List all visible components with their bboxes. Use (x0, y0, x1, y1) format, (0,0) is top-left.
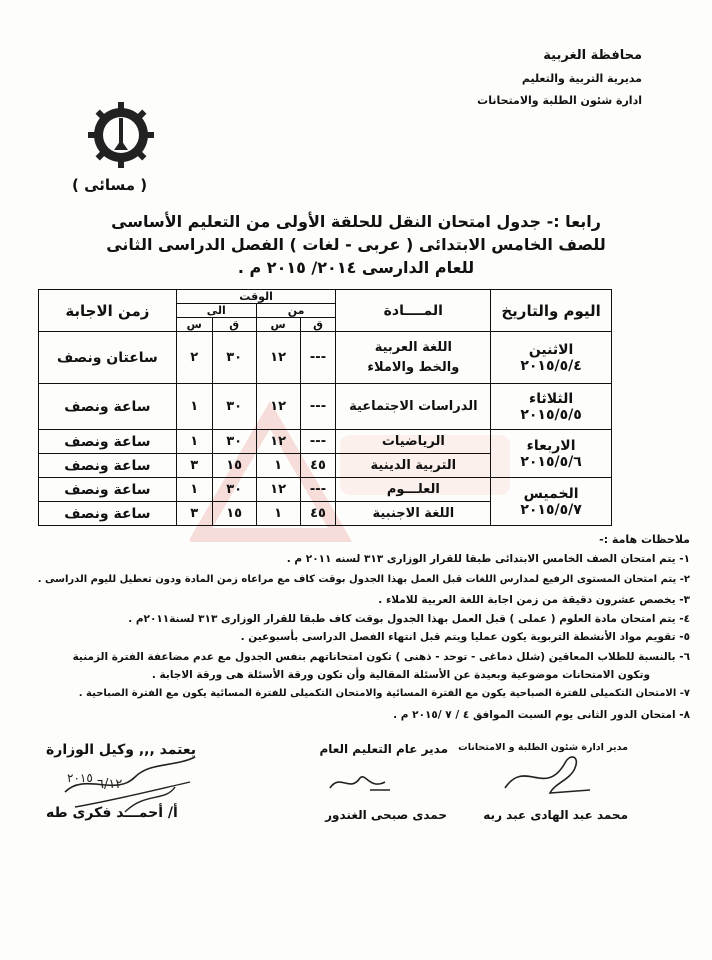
title-line-2: للصف الخامس الابتدائى ( عربى - لغات ) الفصل الدراسى الثانى (106, 235, 606, 254)
notes-heading: ملاحظات هامة :- (599, 533, 690, 546)
to-hours-cell: ٣ (176, 454, 212, 478)
header-from: من (256, 304, 336, 318)
day-label: الاربعاء (526, 437, 576, 454)
note-item: ١- يتم امتحان الصف الخامس الابتدائى طبقا للقرار الوزارى ٣١٣ لسنه ٢٠١١ م . (286, 553, 690, 565)
duration-cell: ساعة ونصف (39, 502, 177, 526)
day-date-cell (491, 478, 612, 526)
day-label: الثلاثاء (529, 390, 574, 407)
title-line-1: رابعا :- جدول امتحان النقل للحلقة الأولى من التعليم الأساسى (111, 212, 601, 231)
day-label: الخميس (523, 485, 579, 502)
note-item: وتكون الامتحانات موضوعية وبعيدة عن الأسئلة المقالية وأن تكون ورقة الأسئلة هى ورقة الاجابة . (151, 669, 650, 681)
note-item: ٦- بالنسبة للطلاب المعاقين (شلل دماغى - توحد - ذهنى ) تكون امتحاناتهم بنفس الجدول مع عدم مضاعفة الفترة الزمنية (72, 651, 690, 663)
to-minutes-cell: ٣٠ (212, 478, 256, 502)
handwritten-signature-middle (325, 768, 395, 796)
subject-cell: الرياضيات (336, 430, 491, 454)
notes-section (20, 533, 690, 723)
table-row (39, 384, 612, 430)
day-date-cell (491, 332, 612, 384)
subject-cell: الدراسات الاجتماعية (336, 384, 491, 430)
signature-middle-title: مدير عام التعليم العام (319, 742, 448, 756)
table-row (39, 430, 612, 454)
to-minutes-cell: ١٥ (212, 454, 256, 478)
from-minutes-cell: ٤٥ (300, 502, 336, 526)
header-to: الى (176, 304, 256, 318)
duration-cell: ساعة ونصف (39, 454, 177, 478)
directorate-label: مديرية التربية والتعليم (521, 72, 642, 85)
date-label: ٢٠١٥/٥/٧ (520, 501, 582, 518)
duration-cell: ساعة ونصف (39, 384, 177, 430)
note-item: ٣- يخصص عشرون دقيقة من زمن اجابة اللغة العربية للاملاء . (378, 594, 690, 606)
date-label: ٢٠١٥/٥/٥ (520, 406, 582, 423)
title-line-3: للعام الدارسى ٢٠١٤/ ٢٠١٥ م . (237, 258, 475, 277)
to-hours-cell: ١ (176, 384, 212, 430)
header-from-hours: س (256, 318, 300, 332)
duration-cell: ساعتان ونصف (39, 332, 177, 384)
header-subject: المــــادة (336, 290, 491, 332)
signature-right-name: محمد عبد الهادى عبد ربه (483, 808, 628, 822)
exam-schedule-table (38, 289, 612, 526)
note-item: ٧- الامتحان التكميلى للفترة الصباحية يكون مع الفترة المسائية والامتحان التكميلى للفترة المسائية يكون مع الفترة الصباحية . (78, 688, 690, 699)
note-item: ٨- امتحان الدور الثانى يوم السبت الموافق ٤ / ٧ /٢٠١٥ م . (393, 709, 690, 721)
note-item: ٥- تقويم مواد الأنشطة التربوية يكون عمليا ويتم قبل انتهاء الفصل الدراسى بأسبوعين . (240, 631, 690, 643)
header-from-minutes: ق (300, 318, 336, 332)
signature-left-title: يعتمد ,,, وكيل الوزارة (46, 742, 196, 758)
to-hours-cell: ٢ (176, 332, 212, 384)
day-label: الاثنين (528, 341, 574, 358)
duration-cell: ساعة ونصف (39, 430, 177, 454)
signature-left-name: أ/ أحمـــد فكرى طه (46, 805, 178, 821)
subject-cell: اللغة الاجنبية (336, 502, 491, 526)
from-hours-cell: ١٢ (256, 430, 300, 454)
to-hours-cell: ١ (176, 478, 212, 502)
header-time: الوقت (176, 290, 336, 304)
duration-cell: ساعة ونصف (39, 478, 177, 502)
shift-label: ( مسائى ) (72, 176, 148, 194)
to-hours-cell: ١ (176, 430, 212, 454)
subject-cell: التربية الدينية (336, 454, 491, 478)
to-minutes-cell: ٣٠ (212, 384, 256, 430)
header-to-hours: س (176, 318, 212, 332)
governorate-label: محافظة الغربية (543, 48, 642, 63)
note-item: ٢- يتم امتحان المستوى الرفيع لمدارس اللغات قبل العمل بهذا الجدول بوقت كاف مع مراعاه زمن المادة ودون تعطيل لليوم الدراسى . (37, 574, 690, 585)
from-minutes-cell: ٤٥ (300, 454, 336, 478)
handwritten-signature-right (495, 748, 595, 803)
to-minutes-cell: ٣٠ (212, 430, 256, 454)
department-label: ادارة شئون الطلبة والامتحانات (477, 94, 642, 107)
from-minutes-cell: --- (300, 478, 336, 502)
note-item: ٤- يتم امتحان مادة العلوم ( عملى ) قبل العمل بهذا الجدول بوقت كاف طبقا للقرار الوزارى ٣١٣ لسنة٢٠١١م . (128, 613, 690, 625)
header-duration: زمن الاجابة (39, 290, 177, 332)
day-date-cell (491, 430, 612, 478)
date-label: ٢٠١٥/٥/٦ (520, 453, 582, 470)
table-row (39, 478, 612, 502)
header-to-minutes: ق (212, 318, 256, 332)
signature-right-title: مدير ادارة شئون الطلبة و الامتحانات (458, 742, 628, 753)
signature-middle-name: حمدى صبحى الغندور (325, 808, 447, 822)
from-minutes-cell: --- (300, 430, 336, 454)
from-hours-cell: ١ (256, 502, 300, 526)
from-hours-cell: ١ (256, 454, 300, 478)
from-minutes-cell: --- (300, 384, 336, 430)
date-label: ٢٠١٥/٥/٤ (520, 357, 582, 374)
to-minutes-cell: ١٥ (212, 502, 256, 526)
to-hours-cell: ٣ (176, 502, 212, 526)
from-hours-cell: ١٢ (256, 478, 300, 502)
svg-text:٦/١٢: ٦/١٢ (97, 777, 123, 792)
directorate-logo (86, 100, 156, 170)
subject-cell: اللغة العربية والخط والاملاء (336, 332, 491, 384)
day-date-cell (491, 384, 612, 430)
svg-text:٢٠١٥: ٢٠١٥ (67, 771, 93, 785)
table-row (39, 332, 612, 384)
from-hours-cell: ١٢ (256, 384, 300, 430)
subject-cell: العلـــوم (336, 478, 491, 502)
from-hours-cell: ١٢ (256, 332, 300, 384)
to-minutes-cell: ٣٠ (212, 332, 256, 384)
from-minutes-cell: --- (300, 332, 336, 384)
header-day-date: اليوم والتاريخ (491, 290, 612, 332)
